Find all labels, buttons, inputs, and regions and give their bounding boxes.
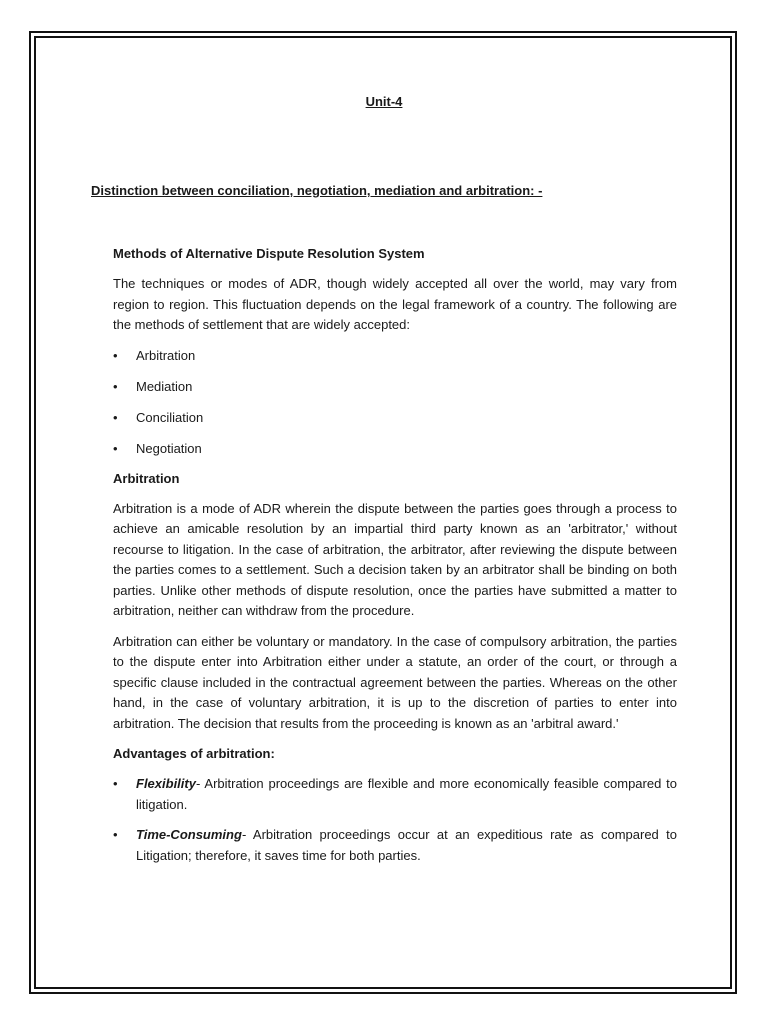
bullet-icon: • [113, 409, 118, 425]
list-item [113, 439, 677, 459]
document-body [113, 244, 677, 876]
advantages-heading: Advantages of arbitration: [113, 746, 275, 761]
intro-paragraph: The techniques or modes of ADR, though widely accepted all over the world, may vary from region to region. This fluctuation depends on the legal framework of a country. The following are the methods of settlement that are widely accepted: [113, 276, 677, 332]
method-label: Arbitration [136, 347, 196, 363]
advantages-list [113, 774, 677, 866]
arbitration-paragraph-2: Arbitration can either be voluntary or mandatory. In the case of compulsory arbitration, the parties to the dispute enter into Arbitration either under a statute, an order of the court, or through a specific clause included in the contractual agreement between the parties. Whereas on the other hand, in the case of voluntary arbitration, it is up to the discretion of parties to enter into arbitration. The decision that results from the proceeding is known as an 'arbitral award.' [113, 633, 677, 731]
bullet-icon: • [113, 827, 118, 842]
bullet-icon: • [113, 378, 118, 394]
list-item [113, 408, 677, 428]
bullet-icon: • [113, 347, 118, 363]
advantage-text: - Arbitration proceedings are flexible and more economically feasible compared to litigation. [136, 776, 677, 812]
bullet-icon: • [113, 776, 118, 791]
advantage-term: Time-Consuming [136, 827, 242, 842]
list-item [113, 377, 677, 397]
list-item [113, 774, 677, 815]
advantage-term: Flexibility [136, 776, 196, 791]
unit-title: Unit-4 [365, 94, 403, 109]
section-title: Distinction between conciliation, negotiation, mediation and arbitration: - [91, 183, 543, 198]
methods-list [113, 346, 677, 459]
arbitration-paragraph-1: Arbitration is a mode of ADR wherein the dispute between the parties goes through a process to achieve an amicable resolution by an impartial third party known as an 'arbitrator,' without recourse to litigation. In the case of arbitration, the arbitrator, after reviewing the dispute between the parties comes to a settlement. Such a decision taken by an arbitrator shall be binding on both parties. Unlike other methods of dispute resolution, once the parties have submitted a matter to arbitration, neither can withdraw from the procedure. [113, 500, 677, 618]
method-label: Mediation [136, 378, 193, 394]
bullet-icon: • [113, 440, 118, 456]
methods-heading: Methods of Alternative Dispute Resolution System [113, 246, 425, 261]
advantage-text: - Arbitration proceedings occur at an expeditious rate as compared to Litigation; therefore, it saves time for both parties. [136, 827, 677, 863]
list-item [113, 346, 677, 366]
method-label: Conciliation [136, 409, 204, 425]
arbitration-heading: Arbitration [113, 470, 180, 486]
list-item [113, 825, 677, 866]
method-label: Negotiation [136, 440, 202, 456]
